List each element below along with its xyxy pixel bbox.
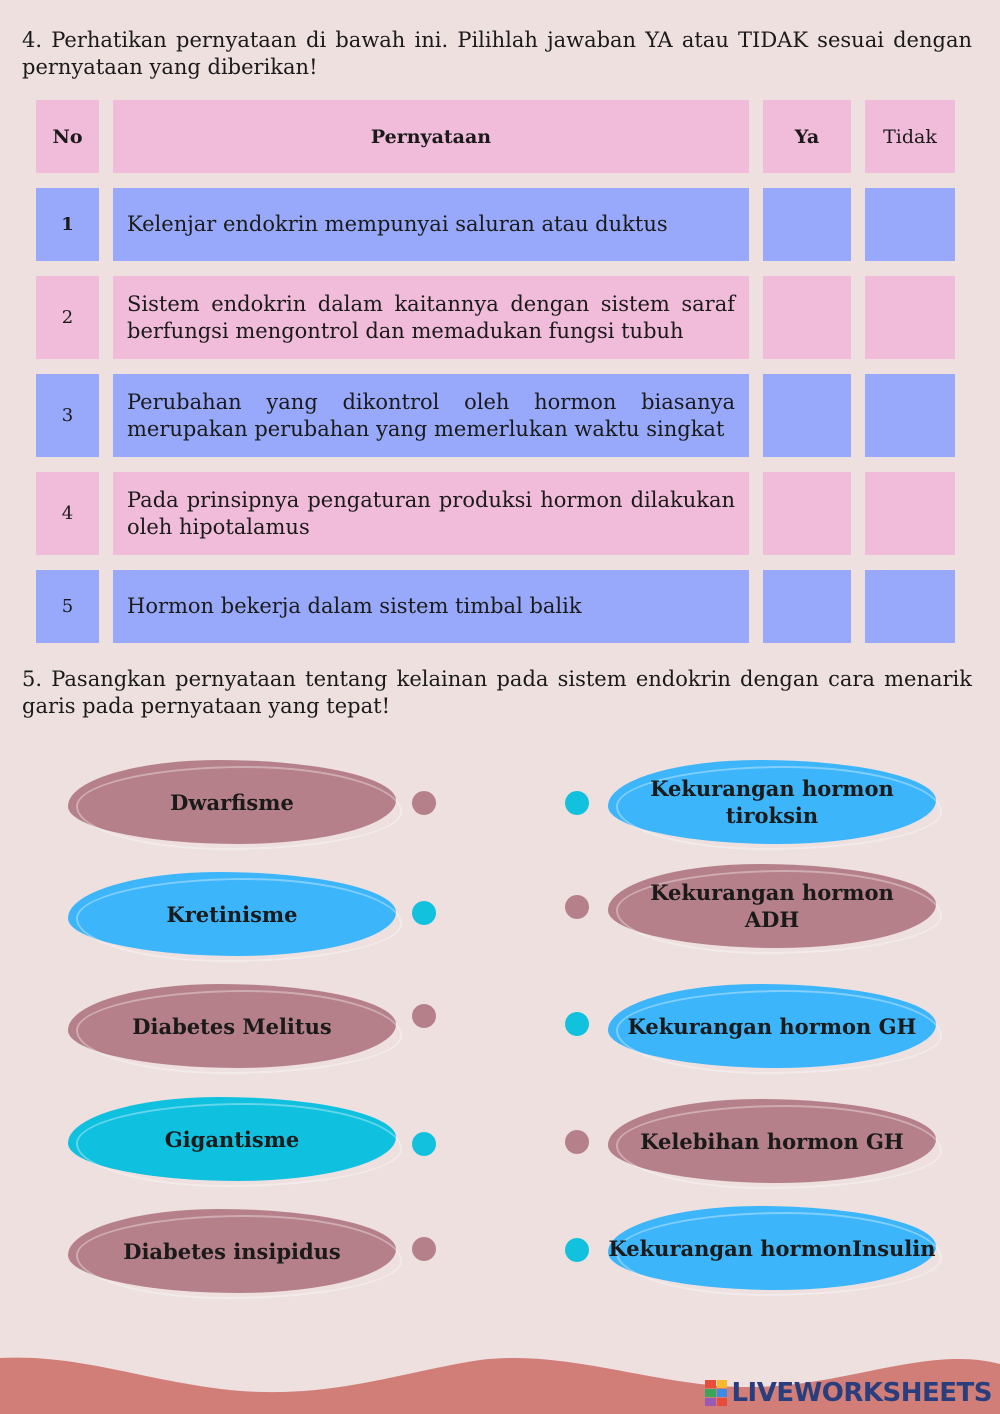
right-item-label: Kekurangan hormon tiroksin <box>650 776 894 828</box>
left-item-label: Dwarfisme <box>170 789 294 815</box>
left-item-dwarfisme[interactable] <box>68 760 396 844</box>
left-item-label: Kretinisme <box>166 901 298 927</box>
header-yes: Ya <box>763 100 851 173</box>
answer-no-cell[interactable] <box>865 472 955 555</box>
answer-no-cell[interactable] <box>865 188 955 261</box>
right-item-insulin[interactable] <box>608 1206 936 1290</box>
right-connector-dot[interactable] <box>565 1130 589 1154</box>
row-number: 3 <box>36 374 99 457</box>
left-item-gigantisme[interactable] <box>68 1097 396 1181</box>
liveworksheets-logo[interactable] <box>705 1378 992 1408</box>
left-item-diabetes-melitus[interactable] <box>68 984 396 1068</box>
statement-text: Perubahan yang dikontrol oleh hormon biasanya merupakan perubahan yang memerlukan waktu singkat <box>127 389 735 441</box>
left-connector-dot[interactable] <box>412 1132 436 1156</box>
right-item-label: Kekurangan hormon GH <box>627 1013 917 1039</box>
right-item-tiroksin[interactable] <box>608 760 936 844</box>
answer-no-cell[interactable] <box>865 276 955 359</box>
right-connector-dot[interactable] <box>565 1012 589 1036</box>
answer-yes-cell[interactable] <box>763 188 851 261</box>
header-no: No <box>36 100 99 173</box>
right-connector-dot[interactable] <box>565 791 589 815</box>
statement-text: Hormon bekerja dalam sistem timbal balik <box>127 594 582 618</box>
answer-yes-cell[interactable] <box>763 472 851 555</box>
row-statement <box>113 570 749 643</box>
answer-no-cell[interactable] <box>865 570 955 643</box>
question-4-instruction: 4. Perhatikan pernyataan di bawah ini. Pilihlah jawaban YA atau TIDAK sesuai dengan pernyataan yang diberikan! <box>22 28 972 79</box>
left-connector-dot[interactable] <box>412 1237 436 1261</box>
answer-yes-cell[interactable] <box>763 570 851 643</box>
left-item-kretinisme[interactable] <box>68 872 396 956</box>
right-item-label: Kekurangan hormonInsulin <box>608 1235 936 1261</box>
right-item-adh[interactable] <box>608 864 936 948</box>
right-connector-dot[interactable] <box>565 1238 589 1262</box>
answer-yes-cell[interactable] <box>763 374 851 457</box>
left-item-label: Gigantisme <box>164 1126 300 1152</box>
left-item-label: Diabetes Melitus <box>132 1013 332 1039</box>
right-item-gh-deficit[interactable] <box>608 984 936 1068</box>
row-statement <box>113 188 749 261</box>
statement-text: Kelenjar endokrin mempunyai saluran atau duktus <box>127 212 668 236</box>
liveworksheets-logo-icon <box>705 1380 727 1406</box>
header-statement: Pernyataan <box>113 100 749 173</box>
left-connector-dot[interactable] <box>412 791 436 815</box>
row-statement <box>113 472 749 555</box>
question-5-instruction: 5. Pasangkan pernyataan tentang kelainan pada sistem endokrin dengan cara menarik garis pada pernyataan yang tepat! <box>22 667 972 718</box>
right-connector-dot[interactable] <box>565 895 589 919</box>
row-statement <box>113 276 749 359</box>
row-number: 5 <box>36 570 99 643</box>
header-no-answer: Tidak <box>865 100 955 173</box>
row-number: 2 <box>36 276 99 359</box>
left-item-diabetes-insipidus[interactable] <box>68 1209 396 1293</box>
row-number: 4 <box>36 472 99 555</box>
liveworksheets-logo-text: LIVEWORKSHEETS <box>731 1378 992 1408</box>
left-connector-dot[interactable] <box>412 901 436 925</box>
statement-text: Pada prinsipnya pengaturan produksi hormon dilakukan oleh hipotalamus <box>127 487 735 539</box>
left-item-label: Diabetes insipidus <box>123 1238 341 1264</box>
row-statement <box>113 374 749 457</box>
right-item-gh-excess[interactable] <box>608 1099 936 1183</box>
left-connector-dot[interactable] <box>412 1004 436 1028</box>
answer-no-cell[interactable] <box>865 374 955 457</box>
answer-yes-cell[interactable] <box>763 276 851 359</box>
right-item-label: Kekurangan hormon ADH <box>650 880 894 932</box>
statement-text: Sistem endokrin dalam kaitannya dengan sistem saraf berfungsi mengontrol dan memadukan fungsi tubuh <box>127 291 735 343</box>
row-number: 1 <box>36 188 99 261</box>
right-item-label: Kelebihan hormon GH <box>640 1128 904 1154</box>
